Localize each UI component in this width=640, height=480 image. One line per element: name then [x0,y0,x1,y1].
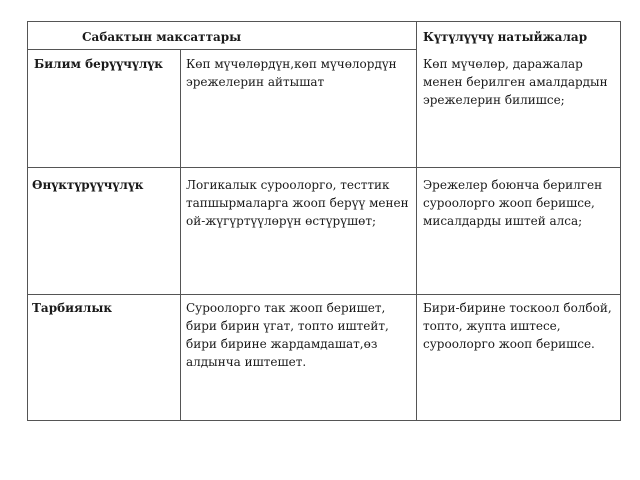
result-text: Эрежелер боюнча берилген суроолорго жооп беришсе, мисалдарды иштей алса; [423,178,603,228]
column-divider-1 [180,49,181,421]
table-border-right [620,21,621,421]
header-separator [27,49,417,50]
result-text: Бири-бирине тоскоол болбой, топто, жупта иштесе, суроолорго жооп беришсе. [423,301,612,351]
row-separator-1 [27,167,621,168]
category-label: Өнүктүрүүчүлүк [32,178,144,192]
row-separator-2 [27,294,621,295]
table-border-left [27,21,28,421]
goal-text: Көп мүчөлөрдүн,көп мүчөлордүн эрежелерин айтышат [186,57,397,89]
column-divider-2 [416,21,417,421]
table-border-top [27,21,621,22]
category-label: Тарбиялык [32,301,113,315]
goal-text: Суроолорго так жооп беришет, бири бирин үгат, топто иштейт, бири бирине жардамдашат,өз алдынча иштешет. [186,301,389,369]
header-goals: Сабактын максаттары [82,30,242,44]
category-label: Билим берүүчүлүк [34,57,163,71]
goal-text: Логикалык суроолорго, тесттик тапшырмаларга жооп берүү менен ой-жүгүртүүлөрүн өстүрүшөт; [186,178,409,228]
header-results: Күтүлүүчү натыйжалар [423,30,588,44]
result-text: Көп мүчөлөр, даражалар менен берилген амалдардын эрежелерин билишсе; [423,57,608,107]
table-border-bottom [27,420,621,421]
